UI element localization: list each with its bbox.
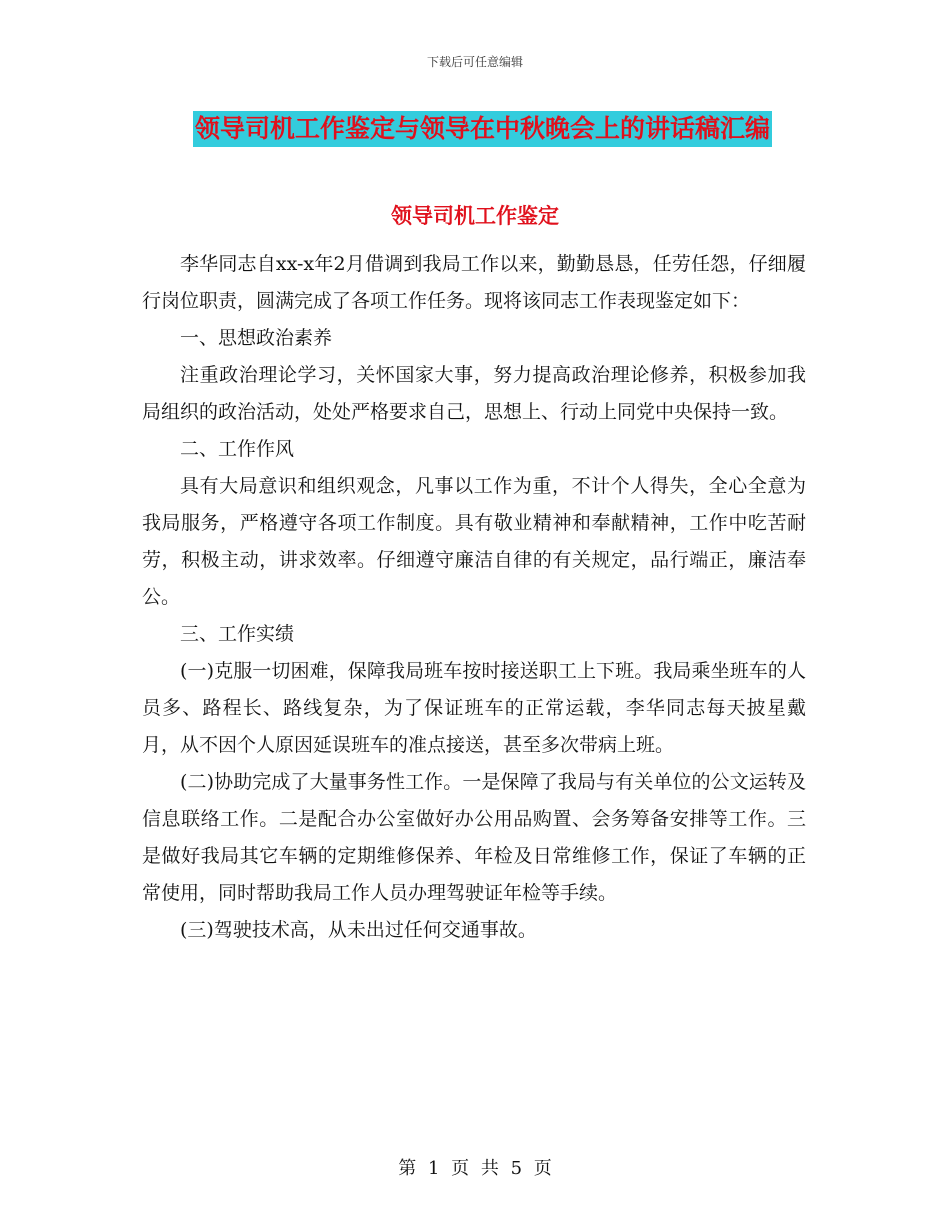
subheading-politics: 一、思想政治素养 (180, 327, 333, 349)
intro-paragraph: 李华同志自xx-x年2月借调到我局工作以来，勤勤恳恳，任劳任怨，仔细履行岗位职责，圆满完成了各项工作任务。现将该同志工作表现鉴定如下： (142, 253, 806, 312)
document-title: 领导司机工作鉴定与领导在中秋晚会上的讲话稿汇编 (193, 111, 772, 147)
paragraph-achievement-1: (一)克服一切困难，保障我局班车按时接送职工上下班。我局乘坐班车的人员多、路程长、路线复杂，为了保证班车的正常运载，李华同志每天披星戴月，从不因个人原因延误班车的准点接送，甚至多次带病上班。 (142, 660, 806, 756)
subheading-work-style: 二、工作作风 (180, 438, 295, 460)
subheading-achievements: 三、工作实绩 (180, 623, 295, 645)
paragraph-achievement-2: (二)协助完成了大量事务性工作。一是保障了我局与有关单位的公文运转及信息联络工作。二是配合办公室做好办公用品购置、会务筹备安排等工作。三是做好我局其它车辆的定期维修保养、年检及日常维修工作，保证了车辆的正常使用，同时帮助我局工作人员办理驾驶证年检等手续。 (142, 771, 806, 904)
page-header-note: 下载后可任意编辑 (426, 55, 523, 69)
paragraph-work-style: 具有大局意识和组织观念，凡事以工作为重，不计个人得失，全心全意为我局服务，严格遵守各项工作制度。具有敬业精神和奉献精神，工作中吃苦耐劳，积极主动，讲求效率。仔细遵守廉洁自律的有关规定，品行端正，廉洁奉公。 (142, 475, 806, 608)
section-heading: 领导司机工作鉴定 (391, 204, 559, 228)
paragraph-achievement-3: (三)驾驶技术高，从未出过任何交通事故。 (180, 919, 537, 941)
paragraph-politics: 注重政治理论学习，关怀国家大事，努力提高政治理论修养，积极参加我局组织的政治活动，处处严格要求自己，思想上、行动上同党中央保持一致。 (142, 364, 806, 423)
page-number-footer: 第 1 页 共 5 页 (398, 1158, 552, 1179)
document-body (142, 246, 806, 949)
